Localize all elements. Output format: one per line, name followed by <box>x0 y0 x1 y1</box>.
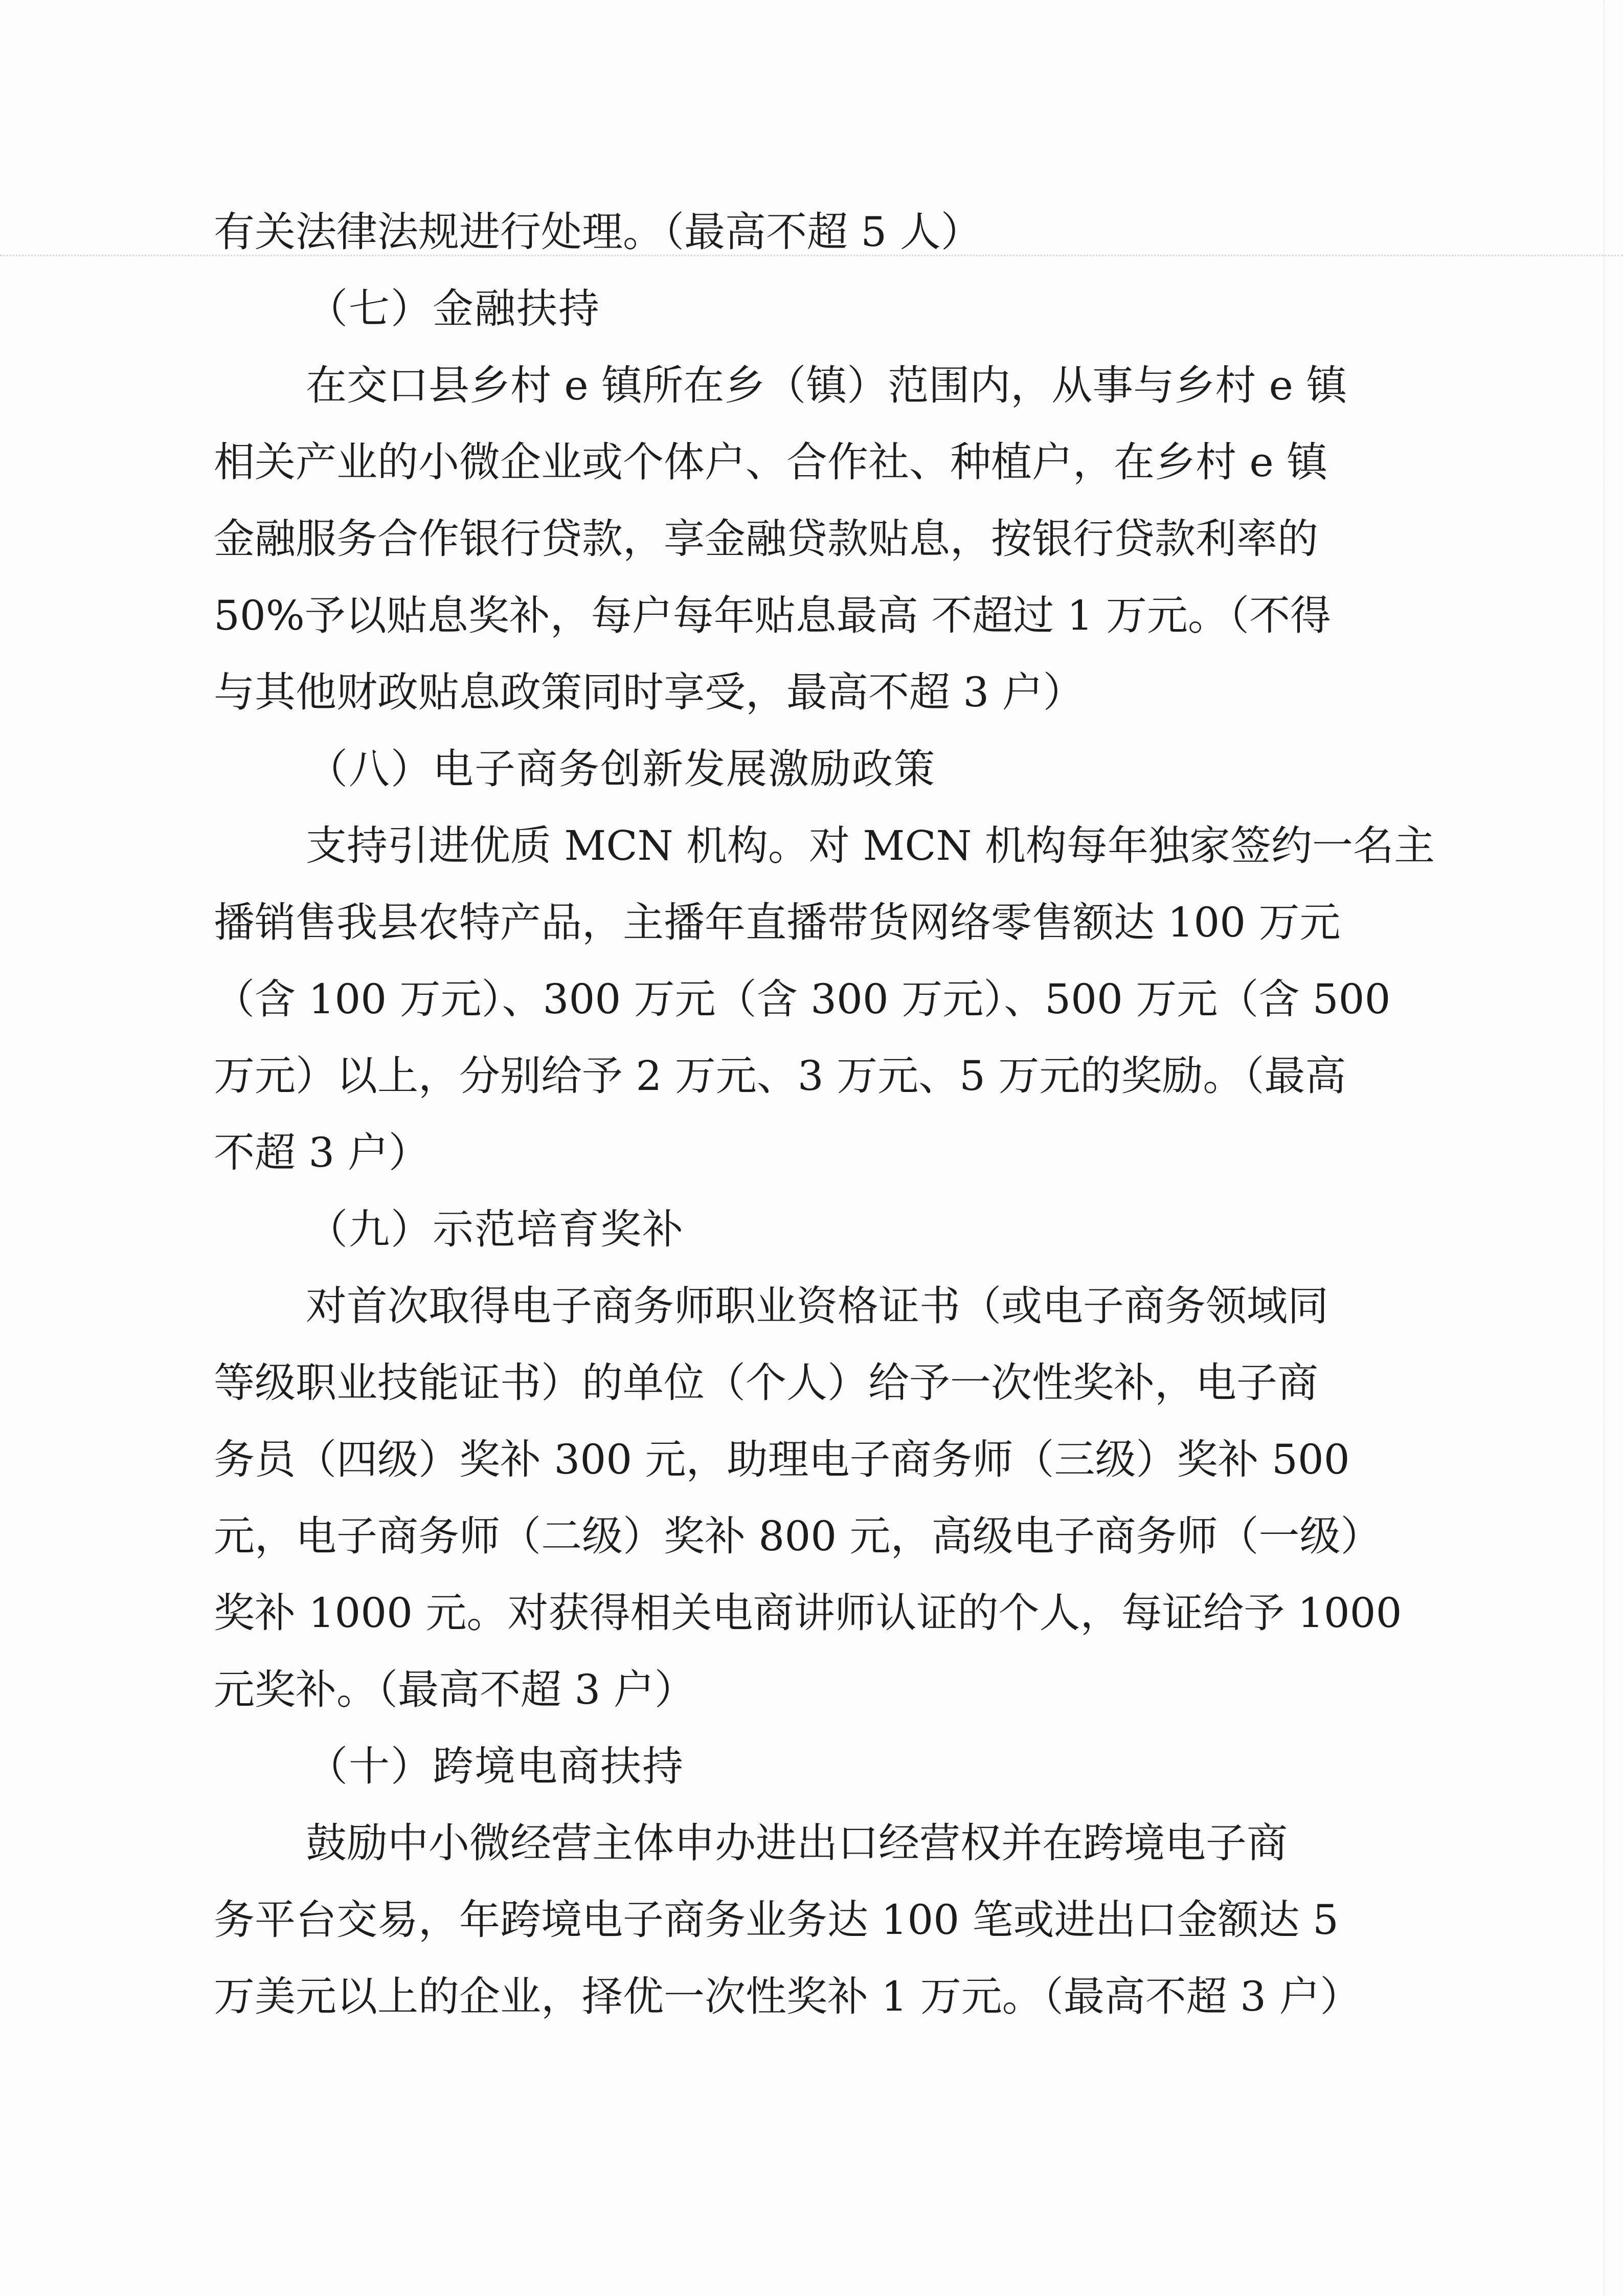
text-line-1: 有关法律法规进行处理。（最高不超 5 人） <box>214 208 982 256</box>
text-line-20: 元奖补。（最高不超 3 户） <box>214 1666 695 1713</box>
text-line-12: 万元）以上，分别给予 2 万元、3 万元、5 万元的奖励。（最高 <box>214 1052 1346 1100</box>
text-line-23: 务平台交易，年跨境电子商务业务达 100 笔或进出口金额达 5 <box>214 1896 1339 1944</box>
section-heading-9: （九）示范培育奖补 <box>307 1206 684 1253</box>
section-heading-8: （八）电子商务创新发展激励政策 <box>307 745 936 793</box>
text-line-13: 不超 3 户） <box>214 1129 430 1176</box>
text-line-17: 务员（四级）奖补 300 元，助理电子商务师（三级）奖补 500 <box>214 1436 1350 1483</box>
text-line-4: 相关产业的小微企业或个体户、合作社、种植户，在乡村 e 镇 <box>214 438 1328 486</box>
text-line-6: 50%予以贴息奖补，每户每年贴息最高 不超过 1 万元。（不得 <box>214 592 1331 639</box>
text-line-9: 支持引进优质 MCN 机构。对 MCN 机构每年独家签约一名主 <box>306 822 1435 870</box>
text-line-11: （含 100 万元）、300 万元（含 300 万元）、500 万元（含 500 <box>214 975 1391 1023</box>
text-line-5: 金融服务合作银行贷款，享金融贷款贴息，按银行贷款利率的 <box>214 515 1318 563</box>
text-line-3: 在交口县乡村 e 镇所在乡（镇）范围内，从事与乡村 e 镇 <box>306 362 1347 409</box>
scan-edge-line <box>1604 0 1605 2296</box>
text-line-7: 与其他财政贴息政策同时享受，最高不超 3 户） <box>214 668 1084 716</box>
text-line-24: 万美元以上的企业，择优一次性奖补 1 万元。（最高不超 3 户） <box>214 1973 1361 2020</box>
text-line-15: 对首次取得电子商务师职业资格证书（或电子商务领域同 <box>306 1282 1328 1330</box>
text-line-18: 元，电子商务师（二级）奖补 800 元，高级电子商务师（一级） <box>214 1512 1382 1560</box>
section-heading-10: （十）跨境电商扶持 <box>307 1743 684 1790</box>
text-line-19: 奖补 1000 元。对获得相关电商讲师认证的个人，每证给予 1000 <box>214 1589 1402 1637</box>
text-line-10: 播销售我县农特产品，主播年直播带货网络零售额达 100 万元 <box>214 899 1341 946</box>
text-line-22: 鼓励中小微经营主体申办进出口经营权并在跨境电子商 <box>306 1819 1288 1867</box>
text-line-16: 等级职业技能证书）的单位（个人）给予一次性奖补，电子商 <box>214 1359 1318 1407</box>
section-heading-7: （七）金融扶持 <box>307 285 600 332</box>
